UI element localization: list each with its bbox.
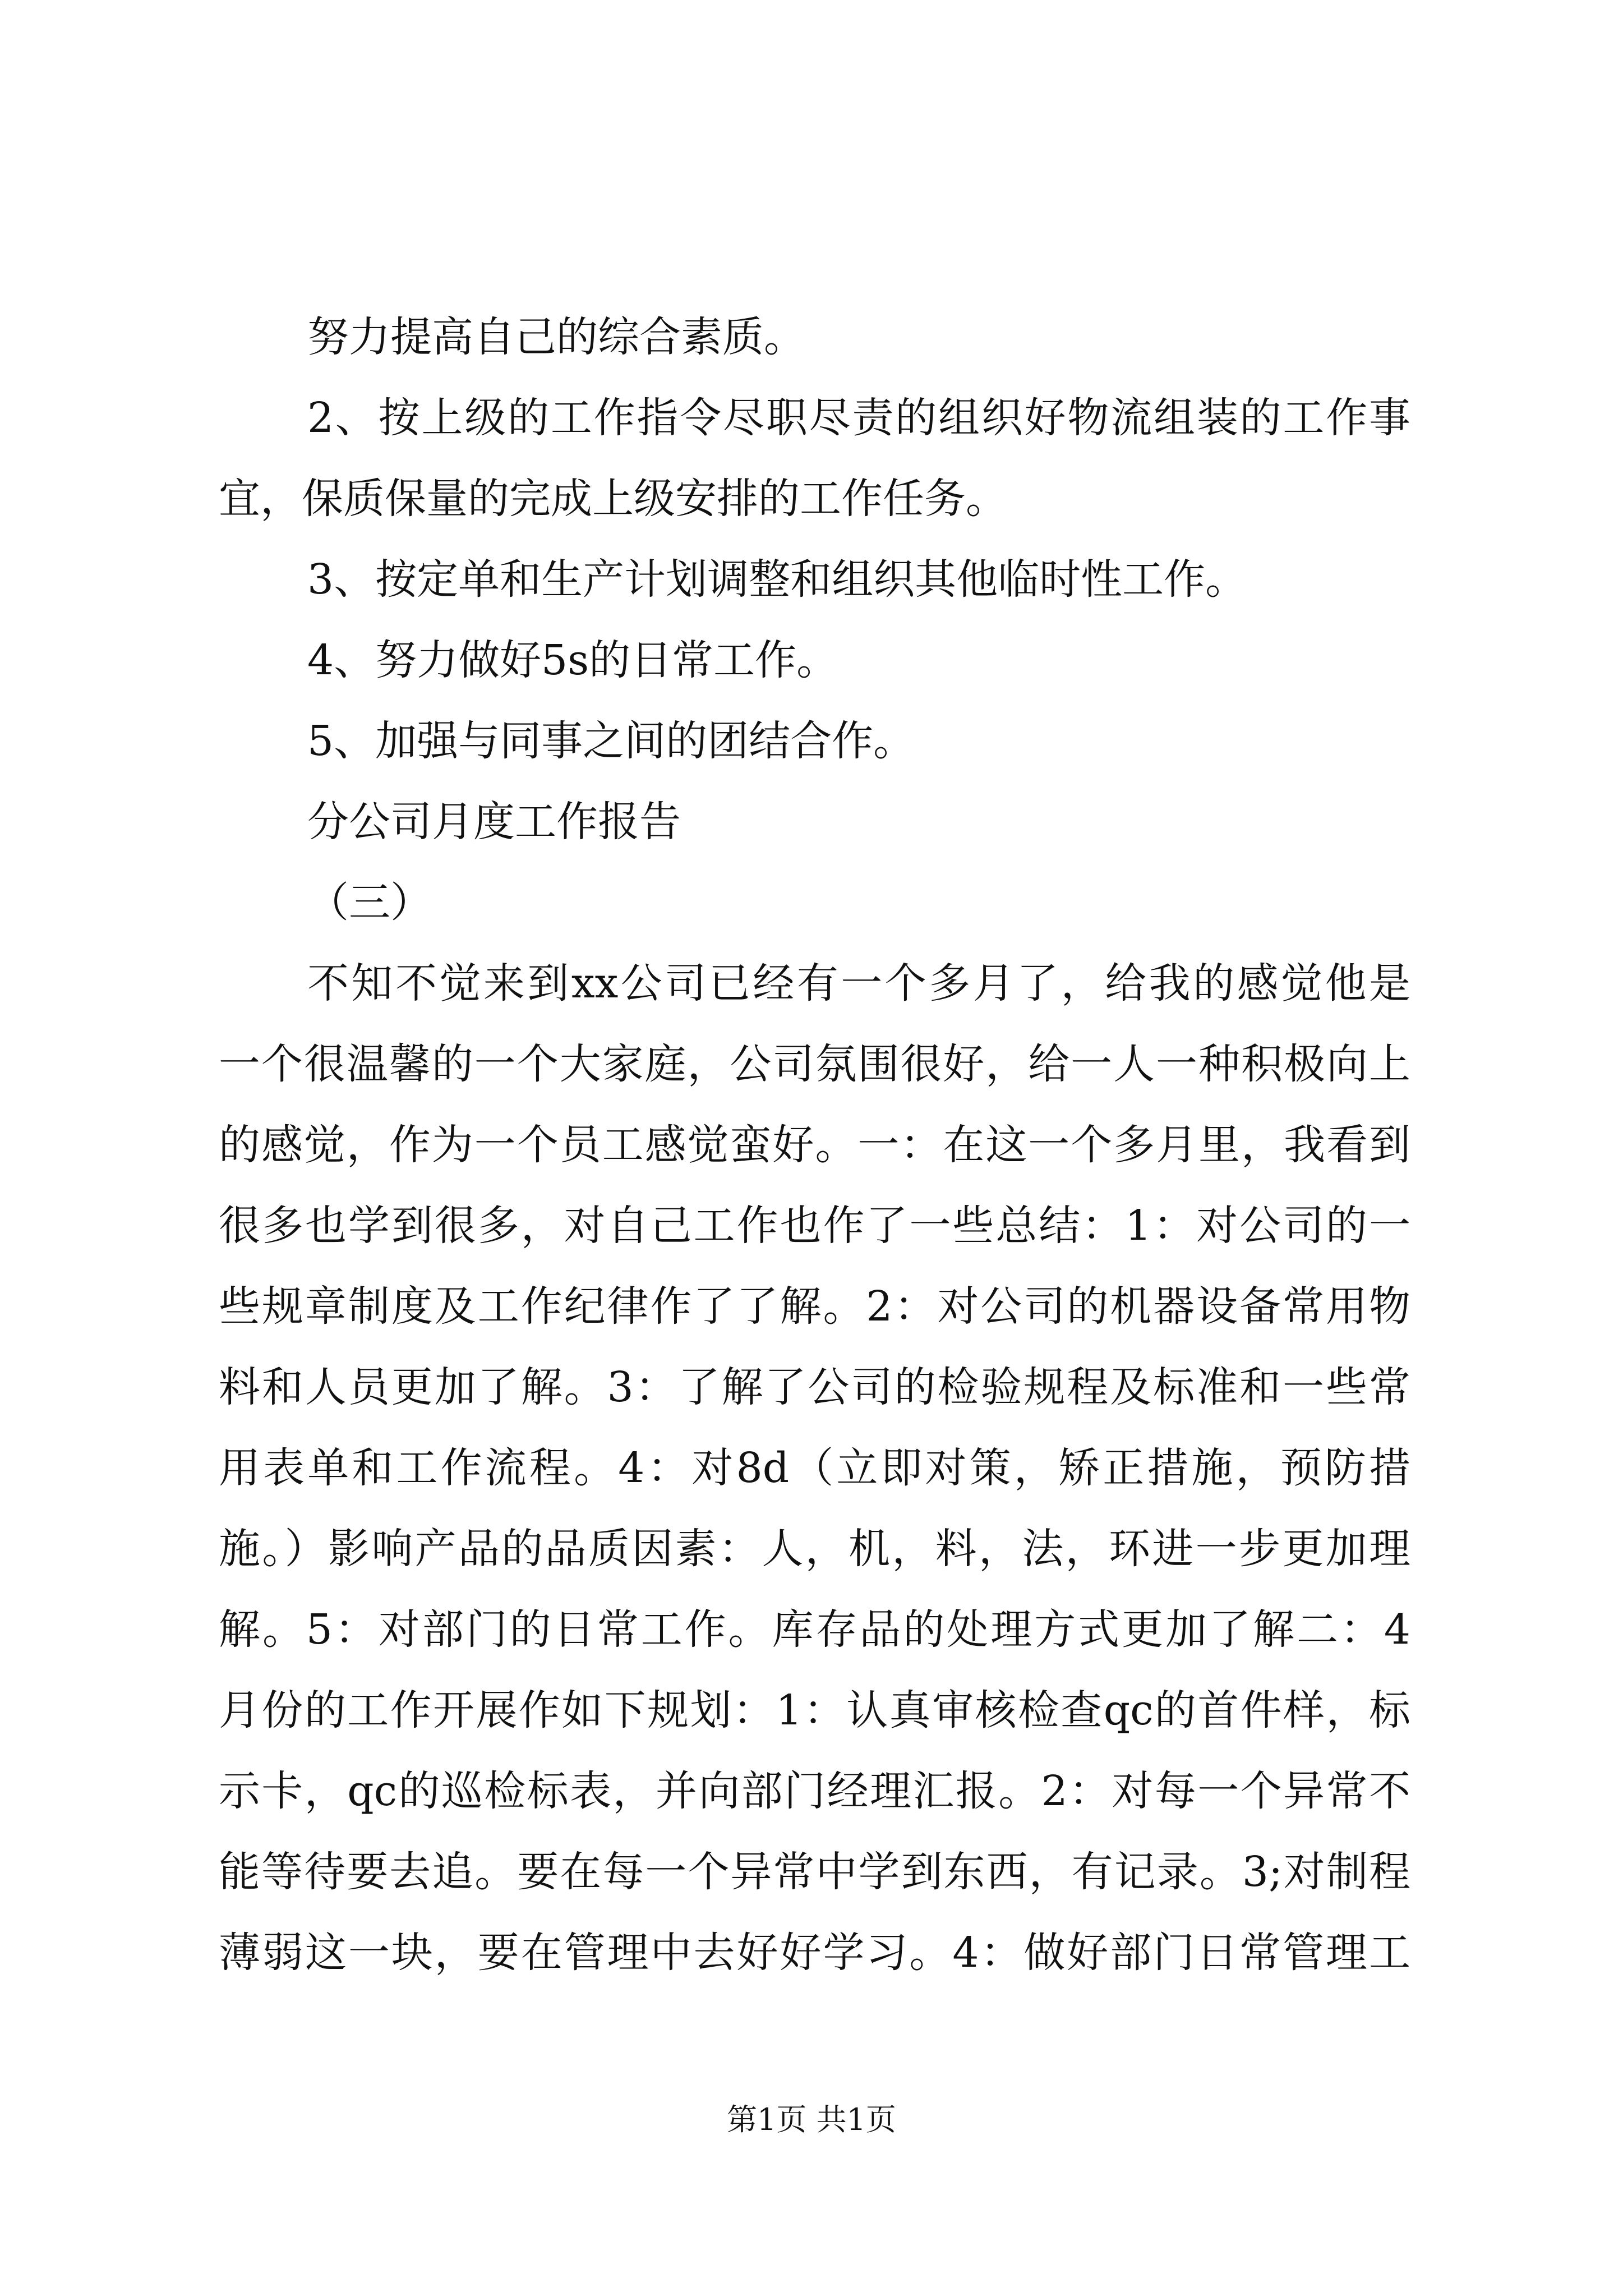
text-line: 很多也学到很多，对自己工作也作了一些总结：1：对公司的一 (219, 1202, 1410, 1250)
text-line: 薄弱这一块，要在管理中去好好学习。4：做好部门日常管理工 (219, 1929, 1410, 1977)
text-line: 能等待要去追。要在每一个异常中学到东西，有记录。3;对制程 (219, 1848, 1410, 1896)
text-line: 料和人员更加了解。3：了解了公司的检验规程及标准和一些常 (219, 1363, 1410, 1411)
text-line: 解。5：对部门的日常工作。库存品的处理方式更加了解二：4 (219, 1605, 1410, 1654)
section-subtitle: （三） (307, 878, 432, 927)
text-line: 3、按定单和生产计划调整和组织其他临时性工作。 (307, 555, 1247, 604)
text-line: 宜，保质保量的完成上级安排的工作任务。 (219, 475, 1007, 523)
text-line: 施。）影响产品的品质因素：人，机，料，法，环进一步更加理 (219, 1525, 1410, 1573)
text-line: 一个很温馨的一个大家庭，公司氛围很好，给一人一种积极向上 (219, 1040, 1410, 1088)
page-footer: 第1页 共1页 (727, 2102, 896, 2137)
text-line: 2、按上级的工作指令尽职尽责的组织好物流组装的工作事 (307, 394, 1410, 442)
text-line: 4、努力做好5s的日常工作。 (307, 636, 838, 684)
text-line: 用表单和工作流程。4：对8d（立即对策，矫正措施，预防措 (219, 1444, 1410, 1492)
text-line: 努力提高自己的综合素质。 (307, 313, 805, 361)
text-line: 些规章制度及工作纪律作了了解。2：对公司的机器设备常用物 (219, 1282, 1410, 1331)
text-line: 5、加强与同事之间的团结合作。 (307, 717, 915, 765)
text-line: 示卡，qc的巡检标表，并向部门经理汇报。2：对每一个异常不 (219, 1767, 1410, 1815)
text-line: 不知不觉来到xx公司已经有一个多月了，给我的感觉他是 (307, 959, 1410, 1007)
text-line: 月份的工作开展作如下规划：1：认真审核检查qc的首件样，标 (219, 1686, 1410, 1734)
section-title: 分公司月度工作报告 (307, 798, 681, 846)
text-line: 的感觉，作为一个员工感觉蛮好。一：在这一个多月里，我看到 (219, 1121, 1410, 1169)
